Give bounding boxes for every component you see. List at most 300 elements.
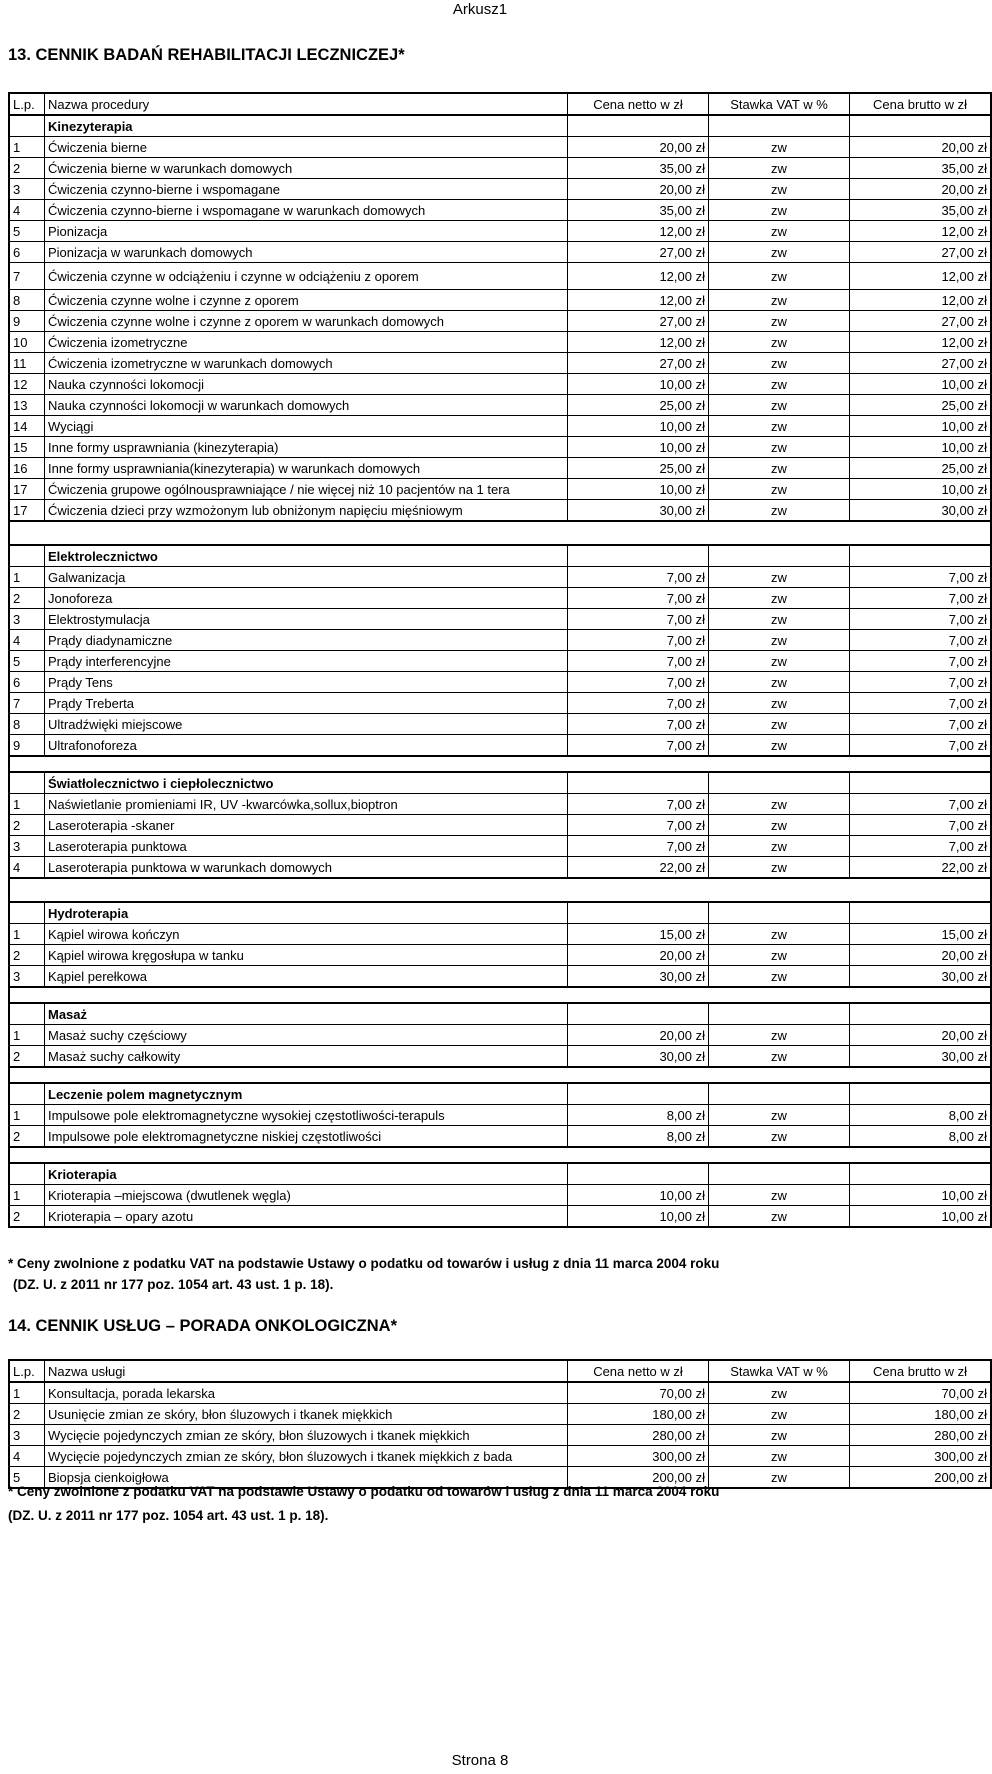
net-price: 35,00 zł xyxy=(568,200,709,221)
category-cell xyxy=(568,902,709,924)
net-price: 12,00 zł xyxy=(568,263,709,290)
procedure-name: Ultradźwięki miejscowe xyxy=(45,714,568,735)
gross-price: 10,00 zł xyxy=(850,1206,992,1228)
table-header-row xyxy=(9,1360,991,1382)
category-name: Hydroterapia xyxy=(45,902,568,924)
table-row xyxy=(9,857,991,879)
vat-rate: zw xyxy=(709,714,850,735)
spacer-cell xyxy=(45,1067,568,1083)
gross-price: 25,00 zł xyxy=(850,395,992,416)
gross-price: 30,00 zł xyxy=(850,1046,992,1068)
page-footer: Strona 8 xyxy=(451,1752,509,1769)
gross-price: 7,00 zł xyxy=(850,714,992,735)
gross-price: 25,00 zł xyxy=(850,458,992,479)
procedure-name: Ćwiczenia dzieci przy wzmożonym lub obniżonym napięciu mięśniowym xyxy=(45,500,568,522)
gross-price: 7,00 zł xyxy=(850,836,992,857)
header-net-price: Cena netto w zł xyxy=(568,93,709,115)
gross-price: 15,00 zł xyxy=(850,924,992,945)
net-price: 20,00 zł xyxy=(568,1025,709,1046)
row-number: 12 xyxy=(9,374,45,395)
procedure-name: Elektrostymulacja xyxy=(45,609,568,630)
category-row xyxy=(9,545,991,567)
vat-rate: zw xyxy=(709,966,850,988)
table-row xyxy=(9,1126,991,1148)
procedure-name: Inne formy usprawniania(kinezyterapia) w warunkach domowych xyxy=(45,458,568,479)
spacer-cell xyxy=(45,987,568,1003)
vat-rate: zw xyxy=(709,458,850,479)
gross-price: 7,00 zł xyxy=(850,794,992,815)
spacer-cell xyxy=(45,521,568,545)
row-number: 5 xyxy=(9,1467,45,1489)
category-lp xyxy=(9,902,45,924)
header-vat-rate: Stawka VAT w % xyxy=(709,1360,850,1382)
procedure-name: Biopsja cienkoigłowa xyxy=(45,1467,568,1489)
header-gross-price: Cena brutto w zł xyxy=(850,1360,992,1382)
category-name: Krioterapia xyxy=(45,1163,568,1185)
row-number: 17 xyxy=(9,500,45,522)
net-price: 15,00 zł xyxy=(568,924,709,945)
category-cell xyxy=(709,772,850,794)
vat-rate: zw xyxy=(709,609,850,630)
vat-rate: zw xyxy=(709,353,850,374)
net-price: 22,00 zł xyxy=(568,857,709,879)
row-number: 2 xyxy=(9,1404,45,1425)
gross-price: 7,00 zł xyxy=(850,588,992,609)
net-price: 7,00 zł xyxy=(568,567,709,588)
spacer-cell xyxy=(850,521,992,545)
spacer-cell xyxy=(568,1067,709,1083)
category-cell xyxy=(568,772,709,794)
gross-price: 8,00 zł xyxy=(850,1105,992,1126)
category-name: Leczenie polem magnetycznym xyxy=(45,1083,568,1105)
net-price: 20,00 zł xyxy=(568,137,709,158)
row-number: 3 xyxy=(9,609,45,630)
spacer-cell xyxy=(568,987,709,1003)
gross-price: 8,00 zł xyxy=(850,1126,992,1148)
row-number: 1 xyxy=(9,567,45,588)
procedure-name: Impulsowe pole elektromagnetyczne niskiej częstotliwości xyxy=(45,1126,568,1148)
net-price: 200,00 zł xyxy=(568,1467,709,1489)
gross-price: 7,00 zł xyxy=(850,609,992,630)
spacer-row xyxy=(9,987,991,1003)
row-number: 1 xyxy=(9,1382,45,1404)
row-number: 3 xyxy=(9,836,45,857)
table-row xyxy=(9,1025,991,1046)
row-number: 1 xyxy=(9,1105,45,1126)
spacer-cell xyxy=(9,987,45,1003)
procedure-name: Ćwiczenia bierne xyxy=(45,137,568,158)
row-number: 16 xyxy=(9,458,45,479)
spacer-cell xyxy=(9,1147,45,1163)
procedure-name: Inne formy usprawniania (kinezyterapia) xyxy=(45,437,568,458)
gross-price: 12,00 zł xyxy=(850,290,992,311)
oncology-price-table xyxy=(8,1359,992,1489)
net-price: 10,00 zł xyxy=(568,1206,709,1228)
row-number: 2 xyxy=(9,1206,45,1228)
vat-rate: zw xyxy=(709,137,850,158)
vat-rate: zw xyxy=(709,1126,850,1148)
table-row xyxy=(9,290,991,311)
category-lp xyxy=(9,115,45,137)
gross-price: 280,00 zł xyxy=(850,1425,992,1446)
header-lp: L.p. xyxy=(9,1360,45,1382)
row-number: 4 xyxy=(9,630,45,651)
row-number: 17 xyxy=(9,479,45,500)
gross-price: 7,00 zł xyxy=(850,672,992,693)
net-price: 25,00 zł xyxy=(568,395,709,416)
table-row xyxy=(9,1206,991,1228)
category-cell xyxy=(850,902,992,924)
header-lp: L.p. xyxy=(9,93,45,115)
table-row xyxy=(9,1105,991,1126)
procedure-name: Ćwiczenia czynne wolne i czynne z oporem w warunkach domowych xyxy=(45,311,568,332)
table-row xyxy=(9,672,991,693)
row-number: 13 xyxy=(9,395,45,416)
vat-rate: zw xyxy=(709,693,850,714)
category-cell xyxy=(568,545,709,567)
category-cell xyxy=(850,1083,992,1105)
procedure-name: Prądy interferencyjne xyxy=(45,651,568,672)
header-net-price: Cena netto w zł xyxy=(568,1360,709,1382)
vat-rate: zw xyxy=(709,672,850,693)
net-price: 7,00 zł xyxy=(568,735,709,757)
vat-rate: zw xyxy=(709,735,850,757)
net-price: 7,00 zł xyxy=(568,630,709,651)
vat-rate: zw xyxy=(709,1425,850,1446)
category-lp xyxy=(9,1163,45,1185)
table-row xyxy=(9,794,991,815)
net-price: 35,00 zł xyxy=(568,158,709,179)
row-number: 6 xyxy=(9,672,45,693)
vat-rate: zw xyxy=(709,1382,850,1404)
spacer-row xyxy=(9,878,991,902)
spacer-cell xyxy=(709,987,850,1003)
row-number: 4 xyxy=(9,857,45,879)
row-number: 9 xyxy=(9,311,45,332)
procedure-name: Impulsowe pole elektromagnetyczne wysokiej częstotliwości-terapuls xyxy=(45,1105,568,1126)
header-name: Nazwa usługi xyxy=(45,1360,568,1382)
procedure-name: Wyciągi xyxy=(45,416,568,437)
row-number: 8 xyxy=(9,290,45,311)
gross-price: 27,00 zł xyxy=(850,353,992,374)
vat-rate: zw xyxy=(709,630,850,651)
table-row xyxy=(9,945,991,966)
gross-price: 27,00 zł xyxy=(850,242,992,263)
spacer-cell xyxy=(568,878,709,902)
gross-price: 180,00 zł xyxy=(850,1404,992,1425)
spacer-cell xyxy=(45,756,568,772)
net-price: 70,00 zł xyxy=(568,1382,709,1404)
row-number: 8 xyxy=(9,714,45,735)
procedure-name: Naświetlanie promieniami IR, UV -kwarcówka,sollux,bioptron xyxy=(45,794,568,815)
vat-rate: zw xyxy=(709,1185,850,1206)
table-row xyxy=(9,815,991,836)
row-number: 3 xyxy=(9,179,45,200)
net-price: 10,00 zł xyxy=(568,479,709,500)
procedure-name: Nauka czynności lokomocji xyxy=(45,374,568,395)
procedure-name: Ćwiczenia bierne w warunkach domowych xyxy=(45,158,568,179)
category-cell xyxy=(850,545,992,567)
procedure-name: Pionizacja w warunkach domowych xyxy=(45,242,568,263)
table-row xyxy=(9,1382,991,1404)
spacer-cell xyxy=(9,878,45,902)
spacer-row xyxy=(9,521,991,545)
category-cell xyxy=(709,545,850,567)
table-row xyxy=(9,311,991,332)
gross-price: 7,00 zł xyxy=(850,630,992,651)
header-vat-rate: Stawka VAT w % xyxy=(709,93,850,115)
procedure-name: Masaż suchy całkowity xyxy=(45,1046,568,1068)
gross-price: 7,00 zł xyxy=(850,567,992,588)
table-row xyxy=(9,137,991,158)
vat-rate: zw xyxy=(709,479,850,500)
procedure-name: Krioterapia – opary azotu xyxy=(45,1206,568,1228)
gross-price: 10,00 zł xyxy=(850,374,992,395)
procedure-name: Prądy Treberta xyxy=(45,693,568,714)
gross-price: 12,00 zł xyxy=(850,263,992,290)
procedure-name: Kąpiel wirowa kręgosłupa w tanku xyxy=(45,945,568,966)
gross-price: 10,00 zł xyxy=(850,437,992,458)
net-price: 20,00 zł xyxy=(568,945,709,966)
spacer-cell xyxy=(568,1147,709,1163)
net-price: 25,00 zł xyxy=(568,458,709,479)
net-price: 7,00 zł xyxy=(568,609,709,630)
category-name: Kinezyterapia xyxy=(45,115,568,137)
table-row xyxy=(9,630,991,651)
net-price: 280,00 zł xyxy=(568,1425,709,1446)
gross-price: 10,00 zł xyxy=(850,479,992,500)
vat-rate: zw xyxy=(709,651,850,672)
row-number: 1 xyxy=(9,1185,45,1206)
row-number: 2 xyxy=(9,815,45,836)
vat-rate: zw xyxy=(709,857,850,879)
procedure-name: Laseroterapia -skaner xyxy=(45,815,568,836)
table-row xyxy=(9,221,991,242)
gross-price: 30,00 zł xyxy=(850,966,992,988)
procedure-name: Ćwiczenia czynno-bierne i wspomagane xyxy=(45,179,568,200)
procedure-name: Masaż suchy częściowy xyxy=(45,1025,568,1046)
row-number: 14 xyxy=(9,416,45,437)
vat-note-14: * Ceny zwolnione z podatku VAT na podstawie Ustawy o podatku od towarów i usług z dnia 11 marca 2004 roku xyxy=(8,1484,720,1499)
gross-price: 7,00 zł xyxy=(850,693,992,714)
procedure-name: Konsultacja, porada lekarska xyxy=(45,1382,568,1404)
net-price: 7,00 zł xyxy=(568,651,709,672)
vat-rate: zw xyxy=(709,242,850,263)
procedure-name: Pionizacja xyxy=(45,221,568,242)
table-row xyxy=(9,1404,991,1425)
table-row xyxy=(9,374,991,395)
net-price: 7,00 zł xyxy=(568,693,709,714)
table-row xyxy=(9,416,991,437)
spacer-cell xyxy=(45,878,568,902)
table-row xyxy=(9,1046,991,1068)
row-number: 2 xyxy=(9,588,45,609)
category-row xyxy=(9,1003,991,1025)
sheet-title: Arkusz1 xyxy=(452,1,508,18)
gross-price: 20,00 zł xyxy=(850,179,992,200)
net-price: 27,00 zł xyxy=(568,242,709,263)
spacer-cell xyxy=(9,756,45,772)
category-cell xyxy=(568,115,709,137)
spacer-row xyxy=(9,1147,991,1163)
gross-price: 70,00 zł xyxy=(850,1382,992,1404)
vat-rate: zw xyxy=(709,437,850,458)
gross-price: 10,00 zł xyxy=(850,1185,992,1206)
vat-rate: zw xyxy=(709,179,850,200)
procedure-name: Ćwiczenia czynne w odciążeniu i czynne w odciążeniu z oporem xyxy=(45,263,568,290)
header-gross-price: Cena brutto w zł xyxy=(850,93,992,115)
vat-note-reference: (DZ. U. z 2011 nr 177 poz. 1054 art. 43 ust. 1 p. 18). xyxy=(13,1277,334,1292)
category-cell xyxy=(709,1083,850,1105)
category-row xyxy=(9,115,991,137)
procedure-name: Krioterapia –miejscowa (dwutlenek węgla) xyxy=(45,1185,568,1206)
category-cell xyxy=(709,1003,850,1025)
vat-rate: zw xyxy=(709,1025,850,1046)
procedure-name: Ćwiczenia izometryczne xyxy=(45,332,568,353)
table-row xyxy=(9,966,991,988)
spacer-cell xyxy=(9,521,45,545)
gross-price: 10,00 zł xyxy=(850,416,992,437)
table-row xyxy=(9,479,991,500)
table-row xyxy=(9,395,991,416)
category-cell xyxy=(850,1003,992,1025)
table-header-row xyxy=(9,93,991,115)
row-number: 9 xyxy=(9,735,45,757)
spacer-cell xyxy=(45,1147,568,1163)
row-number: 1 xyxy=(9,1025,45,1046)
table-row xyxy=(9,735,991,757)
category-cell xyxy=(568,1083,709,1105)
net-price: 27,00 zł xyxy=(568,353,709,374)
category-cell xyxy=(709,115,850,137)
vat-rate: zw xyxy=(709,1105,850,1126)
row-number: 4 xyxy=(9,200,45,221)
spacer-cell xyxy=(709,1147,850,1163)
row-number: 2 xyxy=(9,158,45,179)
net-price: 7,00 zł xyxy=(568,588,709,609)
net-price: 10,00 zł xyxy=(568,437,709,458)
spacer-cell xyxy=(850,878,992,902)
table-row xyxy=(9,1185,991,1206)
gross-price: 20,00 zł xyxy=(850,137,992,158)
category-name: Masaż xyxy=(45,1003,568,1025)
procedure-name: Ćwiczenia grupowe ogólnousprawniające / nie więcej niż 10 pacjentów na 1 tera xyxy=(45,479,568,500)
table-row xyxy=(9,588,991,609)
vat-rate: zw xyxy=(709,416,850,437)
table-row xyxy=(9,693,991,714)
vat-rate: zw xyxy=(709,836,850,857)
category-cell xyxy=(709,902,850,924)
table-row xyxy=(9,567,991,588)
procedure-name: Laseroterapia punktowa w warunkach domowych xyxy=(45,857,568,879)
net-price: 27,00 zł xyxy=(568,311,709,332)
vat-rate: zw xyxy=(709,945,850,966)
net-price: 7,00 zł xyxy=(568,794,709,815)
net-price: 10,00 zł xyxy=(568,374,709,395)
vat-note: * Ceny zwolnione z podatku VAT na podstawie Ustawy o podatku od towarów i usług z dnia 11 marca 2004 roku xyxy=(8,1256,720,1271)
row-number: 7 xyxy=(9,263,45,290)
category-name: Elektrolecznictwo xyxy=(45,545,568,567)
table-row xyxy=(9,179,991,200)
vat-rate: zw xyxy=(709,290,850,311)
rehabilitation-price-table xyxy=(8,92,992,1228)
table-row xyxy=(9,200,991,221)
procedure-name: Prądy diadynamiczne xyxy=(45,630,568,651)
vat-rate: zw xyxy=(709,588,850,609)
net-price: 30,00 zł xyxy=(568,966,709,988)
vat-rate: zw xyxy=(709,200,850,221)
row-number: 1 xyxy=(9,137,45,158)
gross-price: 27,00 zł xyxy=(850,311,992,332)
category-row xyxy=(9,1163,991,1185)
procedure-name: Galwanizacja xyxy=(45,567,568,588)
table-row xyxy=(9,651,991,672)
table-row xyxy=(9,458,991,479)
table-row xyxy=(9,263,991,290)
spacer-row xyxy=(9,1067,991,1083)
net-price: 10,00 zł xyxy=(568,1185,709,1206)
procedure-name: Wycięcie pojedynczych zmian ze skóry, błon śluzowych i tkanek miękkich z bada xyxy=(45,1446,568,1467)
category-lp xyxy=(9,772,45,794)
net-price: 8,00 zł xyxy=(568,1105,709,1126)
net-price: 8,00 zł xyxy=(568,1126,709,1148)
spacer-cell xyxy=(568,756,709,772)
row-number: 5 xyxy=(9,651,45,672)
gross-price: 200,00 zł xyxy=(850,1467,992,1489)
row-number: 1 xyxy=(9,794,45,815)
spacer-row xyxy=(9,756,991,772)
procedure-name: Wycięcie pojedynczych zmian ze skóry, błon śluzowych i tkanek miękkich xyxy=(45,1425,568,1446)
vat-rate: zw xyxy=(709,158,850,179)
category-cell xyxy=(850,115,992,137)
spacer-cell xyxy=(850,1067,992,1083)
procedure-name: Nauka czynności lokomocji w warunkach domowych xyxy=(45,395,568,416)
spacer-cell xyxy=(709,521,850,545)
row-number: 1 xyxy=(9,924,45,945)
row-number: 15 xyxy=(9,437,45,458)
vat-rate: zw xyxy=(709,924,850,945)
row-number: 5 xyxy=(9,221,45,242)
gross-price: 7,00 zł xyxy=(850,815,992,836)
procedure-name: Ćwiczenia czynne wolne i czynne z oporem xyxy=(45,290,568,311)
vat-rate: zw xyxy=(709,374,850,395)
vat-rate: zw xyxy=(709,794,850,815)
net-price: 300,00 zł xyxy=(568,1446,709,1467)
spacer-cell xyxy=(568,521,709,545)
spacer-cell xyxy=(9,1067,45,1083)
row-number: 2 xyxy=(9,945,45,966)
vat-rate: zw xyxy=(709,1206,850,1228)
vat-rate: zw xyxy=(709,567,850,588)
gross-price: 7,00 zł xyxy=(850,651,992,672)
table-row xyxy=(9,714,991,735)
category-lp xyxy=(9,1003,45,1025)
gross-price: 35,00 zł xyxy=(850,200,992,221)
header-name: Nazwa procedury xyxy=(45,93,568,115)
table-row xyxy=(9,1446,991,1467)
spacer-cell xyxy=(850,756,992,772)
table-row xyxy=(9,1425,991,1446)
net-price: 7,00 zł xyxy=(568,672,709,693)
net-price: 12,00 zł xyxy=(568,332,709,353)
table-row xyxy=(9,500,991,522)
vat-rate: zw xyxy=(709,263,850,290)
net-price: 30,00 zł xyxy=(568,1046,709,1068)
table-row xyxy=(9,242,991,263)
vat-rate: zw xyxy=(709,1467,850,1489)
procedure-name: Jonoforeza xyxy=(45,588,568,609)
table-row xyxy=(9,924,991,945)
